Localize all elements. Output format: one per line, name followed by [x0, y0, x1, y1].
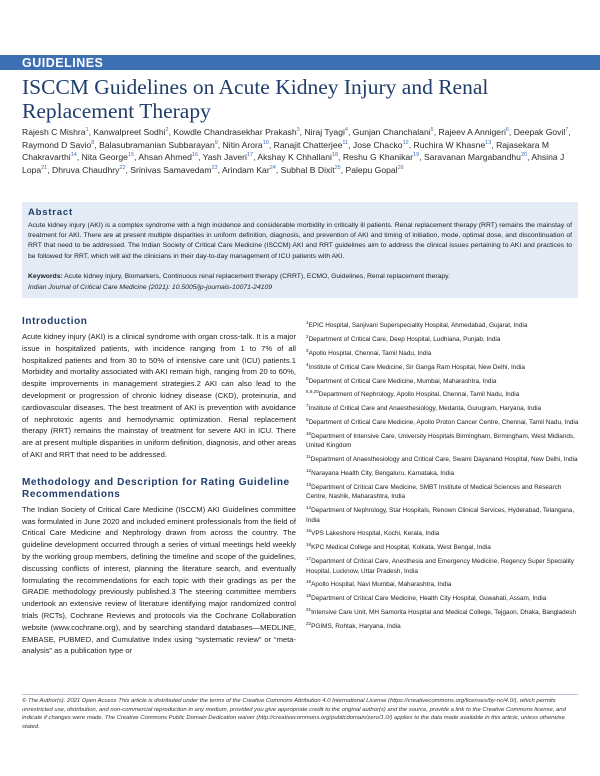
- author-affiliation-number: 26: [397, 164, 404, 171]
- author-affiliation-number: 8: [91, 139, 95, 146]
- author-name-text: Niraj Tyagi: [304, 127, 345, 137]
- author-affiliation-number: 20: [520, 152, 528, 159]
- affiliation-text: Narayana Health City, Bengaluru, Karnataka, India: [311, 470, 455, 478]
- author-affiliation-number: 21: [41, 164, 48, 171]
- author-name-text: Palepu Gopal: [345, 164, 398, 175]
- author-name: [203, 152, 253, 162]
- affiliation-number: 19: [306, 593, 312, 599]
- author-affiliation-number: 14: [70, 152, 77, 159]
- affiliation-item: [306, 363, 580, 372]
- affiliation-text: Department of Anaesthesiology and Critical Care, Swami Dayanand Hospital, New Delhi, India: [310, 456, 578, 464]
- author-name-text: Nitin Arora: [222, 139, 263, 150]
- author-affiliation-number: 5: [430, 127, 434, 134]
- affiliation-number: 12: [306, 468, 312, 474]
- affiliation-number: 21: [306, 607, 312, 613]
- section-label: GUIDELINES: [22, 56, 104, 70]
- affiliation-number: 11: [306, 454, 311, 460]
- affiliation-item: [306, 608, 580, 617]
- author-name-text: Saravanan Margabandhu: [423, 152, 521, 163]
- affiliation-item: [306, 529, 580, 538]
- author-affiliation-number: 10: [262, 139, 269, 146]
- keywords-text: Acute kidney injury, Biomarkers, Continuous renal replacement therapy (CRRT), ECMO, Guidelines, Renal replacement therapy.: [64, 273, 450, 280]
- affiliation-number: 2: [306, 333, 309, 339]
- affiliation-item: [306, 377, 580, 386]
- affiliation-number: 18: [306, 579, 312, 585]
- affiliation-number: 13: [306, 481, 312, 487]
- abstract-keywords: [28, 272, 572, 282]
- affiliation-text: Department of Intensive Care, University Hospitals Birmingham, Birmingham, West Midlands, United Kingdom: [306, 433, 575, 450]
- author-name-text: Dhruva Chaudhry: [52, 164, 120, 175]
- author-name: [52, 165, 125, 175]
- affiliation-number: 6,9,20: [306, 389, 319, 395]
- author-affiliation-number: 25: [334, 164, 341, 171]
- affiliation-text: Department of Critical Care Medicine, Apollo Proton Cancer Centre, Chennai, Tamil Nadu, India: [308, 419, 579, 427]
- affiliation-number: 17: [306, 556, 312, 562]
- author-name: [414, 140, 492, 150]
- abstract-text: Acute kidney injury (AKI) is a complex syndrome with a high incidence and considerable morbidity in critically ill patients. Renal replacement therapy (RRT) remains the mainstay of treatment for AKI. There are at present multiple disparities in uniform definition, diagnosis, and prevention of AKI and timing of initiation, mode, optimal dose, and discontinuation of RRT that need to be addressed. The Indian Society of Critical Care Medicine (ISCCM) AKI and RRT guidelines aim to address the clinical issues pertaining to AKI and practices to be followed for RRT, which will aid the clinicians in their day-to-day management of ICU patients with AKI.: [28, 222, 572, 260]
- author-name: [304, 127, 348, 137]
- author-affiliation-number: 22: [119, 164, 126, 171]
- affiliations-column: [306, 321, 580, 636]
- affiliation-number: 5: [306, 375, 309, 381]
- author-name-text: Balasubramanian Subbarayan: [99, 139, 215, 150]
- author-name: [22, 140, 94, 150]
- affiliation-item: [306, 506, 580, 525]
- author-name: [438, 127, 508, 137]
- affiliation-text: Department of Nephrology, Star Hospitals, Renown Clinical Services, Hyderabad, Telangana, India: [306, 507, 575, 524]
- affiliation-text: Department of Critical Care Medicine, Mumbai, Maharashtra, India: [308, 377, 497, 385]
- affiliation-text: Department of Critical Care, Deep Hospital, Ludhiana, Punjab, India: [308, 335, 501, 343]
- author-name-text: Raymond D Savio: [22, 139, 92, 150]
- author-name-text: Yash Javeri: [202, 152, 247, 163]
- author-name-text: Ahsan Ahmed: [138, 152, 192, 163]
- author-name-text: Kanwalpreet Sodhi: [93, 127, 166, 137]
- author-name: [22, 127, 89, 137]
- affiliation-text: Department of Critical Care Medicine, Health City Hospital, Guwahati, Assam, India: [311, 595, 547, 603]
- author-name-text: Gunjan Chanchalani: [352, 127, 431, 137]
- affiliation-text: PGIMS, Rohtak, Haryana, India: [311, 623, 401, 631]
- affiliation-item: [306, 543, 580, 552]
- affiliation-item: [306, 404, 580, 413]
- left-column: [22, 316, 296, 657]
- author-name: [173, 127, 299, 137]
- abstract-heading: Abstract: [28, 207, 73, 218]
- author-name: [346, 165, 404, 175]
- author-name: [130, 165, 217, 175]
- section-band: [0, 55, 600, 70]
- affiliation-number: 16: [306, 542, 312, 548]
- affiliation-item: [306, 483, 580, 502]
- author-affiliation-number: 9: [214, 139, 218, 146]
- keywords-label: Keywords:: [28, 273, 63, 280]
- affiliation-item: [306, 455, 580, 464]
- author-affiliation-number: 24: [269, 164, 276, 171]
- author-name-text: Reshu G Khanikar: [342, 152, 414, 163]
- author-name: [93, 127, 168, 137]
- author-name-text: Ahsina J Lopa: [22, 152, 565, 175]
- author-name: [343, 152, 419, 162]
- affiliation-number: 8: [306, 417, 309, 423]
- affiliation-text: Department of Critical Care Medicine, SMBT Institute of Medical Sciences and Research Centre, Nashik, Maharashtra, India: [306, 484, 562, 501]
- author-name: [82, 152, 134, 162]
- author-name-text: Deepak Govil: [513, 127, 566, 137]
- author-name-text: Subhal B Dixit: [280, 164, 335, 175]
- author-affiliation-number: 17: [246, 152, 254, 159]
- author-affiliation-number: 18: [331, 152, 339, 159]
- journal-citation: Indian Journal of Critical Care Medicine (2021): 10.5005/jp-journals-10071-24109: [28, 284, 273, 291]
- author-name: [99, 140, 218, 150]
- author-name: [424, 152, 527, 162]
- author-name-text: Rajesh C Mishra: [22, 127, 86, 137]
- author-name-text: Akshay K Chhallani: [257, 152, 332, 163]
- author-name: [274, 140, 349, 150]
- affiliation-text: Institute of Critical Care and Anaesthesiology, Medanta, Gurugram, Haryana, India: [308, 405, 542, 413]
- author-affiliation-number: 11: [342, 139, 349, 146]
- author-affiliation-number: 6: [505, 127, 509, 134]
- affiliation-text: VPS Lakeshore Hospital, Kochi, Kerala, India: [311, 530, 440, 538]
- author-affiliation-number: 7: [565, 127, 569, 134]
- affiliation-item: [306, 349, 580, 358]
- author-affiliation-number: 12: [402, 139, 409, 146]
- affiliation-item: [306, 469, 580, 478]
- author-affiliation-number: 4: [344, 127, 348, 134]
- author-name: [257, 152, 338, 162]
- affiliation-item: [306, 594, 580, 603]
- introduction-heading: Introduction: [22, 316, 88, 327]
- author-name-text: Ranajit Chatterjee: [273, 139, 343, 150]
- author-affiliation-number: 1: [85, 127, 89, 134]
- author-name: [281, 165, 341, 175]
- abstract-box: [22, 202, 578, 298]
- author-affiliation-number: 16: [191, 152, 199, 159]
- affiliation-item: [306, 321, 580, 330]
- author-name-text: Rajeev A Annigeri: [438, 127, 506, 137]
- author-name-text: Jose Chacko: [352, 139, 403, 150]
- author-name-text: Srinivas Samavedam: [130, 164, 212, 175]
- author-name: [222, 165, 276, 175]
- author-affiliation-number: 13: [485, 139, 492, 146]
- affiliation-item: [306, 335, 580, 344]
- affiliation-item: [306, 432, 580, 451]
- affiliation-number: 14: [306, 505, 312, 511]
- author-affiliation-number: 19: [413, 152, 420, 159]
- affiliation-item: [306, 622, 580, 631]
- author-name-text: Ruchira W Khasne: [413, 139, 486, 150]
- affiliation-text: KPC Medical College and Hospital, Kolkata, West Bengal, India: [311, 544, 491, 552]
- author-name: [353, 127, 434, 137]
- affiliation-text: Apollo Hospital, Chennai, Tamil Nadu, India: [308, 349, 432, 357]
- introduction-text: Acute kidney injury (AKI) is a clinical syndrome with organ cross-talk. It is a major issue in hospitalized patients, with incidence ranging from 1 to 7% of all hospitalized patients and from 30 to 50% of intensive care unit (ICU) patients.1 Morbidity and mortality associated with AKI remain high, ranging from 20 to 60%, despite improvements in management strategies.2 AKI can also lead to the development or progression of chronic kidney disease (CKD), proteinuria, and cardiovascular diseases. The best treatment of AKI is prevention with avoidance of nephrotoxic agents and hemodynamic optimization. Renal replacement therapy (RRT) remains the mainstay of treatment for severe AKI in ICU. There are at present multiple disparities in uniform definition, diagnosis, and other areas of AKI and RRT that need to be addressed.: [22, 332, 296, 459]
- footer-divider: [22, 694, 578, 695]
- author-affiliation-number: 23: [211, 164, 218, 171]
- author-name: [514, 127, 569, 137]
- author-name-text: Nita George: [81, 152, 128, 163]
- author-name: [353, 140, 409, 150]
- affiliation-item: [306, 580, 580, 589]
- affiliation-item: [306, 557, 580, 576]
- methodology-text: The Indian Society of Critical Care Medicine (ISCCM) AKI Guidelines committee was formulated in June 2020 and included eminent professionals from the field of Critical Care Medicine and Nephrology drawn from across the country. The guideline development occurred through a series of virtual meetings held weekly by the working group members, defining the timeline and scope of the guidelines, discussing conflicts of interest, planning the literature search, and eventually formulating the recommendations for each topic with their gradings as per the GRADE methodology previously published.3 The steering committee members undertook an extensive review of literature identifying major randomized control trials (RCTs), Cochrane Reviews and protocols via the Cochrane Collaboration website (www.cochrane.org), and by searching standard databases—MEDLINE, EMBASE, PUBMED, and Cumulative Index using “systematic review” or “meta-analysis” as a publication type or: [22, 504, 296, 656]
- affiliation-text: EPIC Hospital, Sanjivani Superspeciality Hospital, Ahmedabad, Gujarat, India: [308, 322, 528, 329]
- article-title: ISCCM Guidelines on Acute Kidney Injury and Renal Replacement Therapy: [22, 75, 489, 123]
- affiliation-text: Department of Critical Care, Anesthesia and Emergency Medicine, Regency Super Speciality Hospital, Lucknow, Uttar Pradesh, India: [306, 558, 574, 575]
- author-list: Rajesh C Mishra$^1$, Kanwalpreet Sodhi$^2$, Kowdle Chandrasekhar Prakash$^3$, Niraj Tyagi$^4$, Gunjan Chanchalani$^5$, Rajeev A Annigeri$^6$, Deepak Govil$^7$, Raymond D Savio$^8$, Balasubramanian Subbarayan$^9$, Nitin Arora$^{10}$, Ranajit Chatterjee$^{11}$, Jose Chacko$^{12}$, Ruchira W Khasne$^{13}$, Rajasekara M Chakravarthi$^{14}$, Nita George$^{15}$, Ahsan Ahmed$^{16}$, Yash Javeri$^{17}$, Akshay K Chhallani$^{18}$, Reshu G Khanikar$^{19}$, Saravanan Margabandhu$^{20}$, Ahsina J Lopa$^{21}$, Dhruva Chaudhry$^{22}$, Srinivas Samavedam$^{23}$, Arindam Kar$^{24}$, Subhal B Dixit$^{25}$, Palepu Gopal$^{26}$: [22, 127, 571, 175]
- affiliation-number: 3: [306, 347, 309, 353]
- author-affiliation-number: 2: [165, 127, 169, 134]
- author-name-text: Kowdle Chandrasekhar Prakash: [173, 127, 297, 137]
- affiliation-number: 22: [306, 620, 312, 626]
- affiliation-number: 7: [306, 403, 309, 409]
- affiliation-item: [306, 418, 580, 427]
- affiliation-number: 10: [306, 431, 312, 436]
- affiliation-number: 4: [306, 361, 309, 367]
- methodology-heading: Methodology and Description for Rating Guideline Recommendations: [22, 476, 290, 500]
- affiliation-item: [306, 390, 580, 399]
- author-affiliation-number: 3: [296, 127, 300, 134]
- affiliation-text: Apollo Hospital, Navi Mumbai, Maharashtra, India: [311, 581, 452, 589]
- author-name: [138, 152, 198, 162]
- affiliation-text: Intensive Care Unit, MH Samorita Hospital and Medical College, Tejgaon, Dhaka, Bangladesh: [311, 609, 577, 617]
- affiliation-text: Department of Nephrology, Apollo Hospital, Chennai, Tamil Nadu, India: [318, 391, 520, 399]
- author-name-text: Rajasekara M Chakravarthi: [22, 139, 550, 163]
- author-name: [223, 140, 269, 150]
- author-name-text: Arindam Kar: [221, 164, 270, 175]
- author-affiliation-number: 15: [127, 152, 135, 159]
- affiliation-number: 15: [306, 528, 312, 534]
- license-footer: © The Author(s). 2021 Open Access This article is distributed under the terms of the Creative Commons Attribution 4.0 International License (https://creativecommons.org/licenses/by-nc/4.0/), which permits unrestricted use, distribution, and non-commercial reproduction in any medium, provided you give appropriate credit to the original author(s) and the source, provide a link to the Creative Commons license, and indicate if changes were made. The Creative Commons Public Domain Dedication waiver (http://creativecommons.org/publicdomain/zero/1.0/) applies to the data made available in this article, unless otherwise stated.: [22, 698, 566, 730]
- affiliation-text: Institute of Critical Care Medicine, Sir Ganga Ram Hospital, New Delhi, India: [308, 363, 525, 371]
- affiliation-number: 1: [306, 319, 309, 325]
